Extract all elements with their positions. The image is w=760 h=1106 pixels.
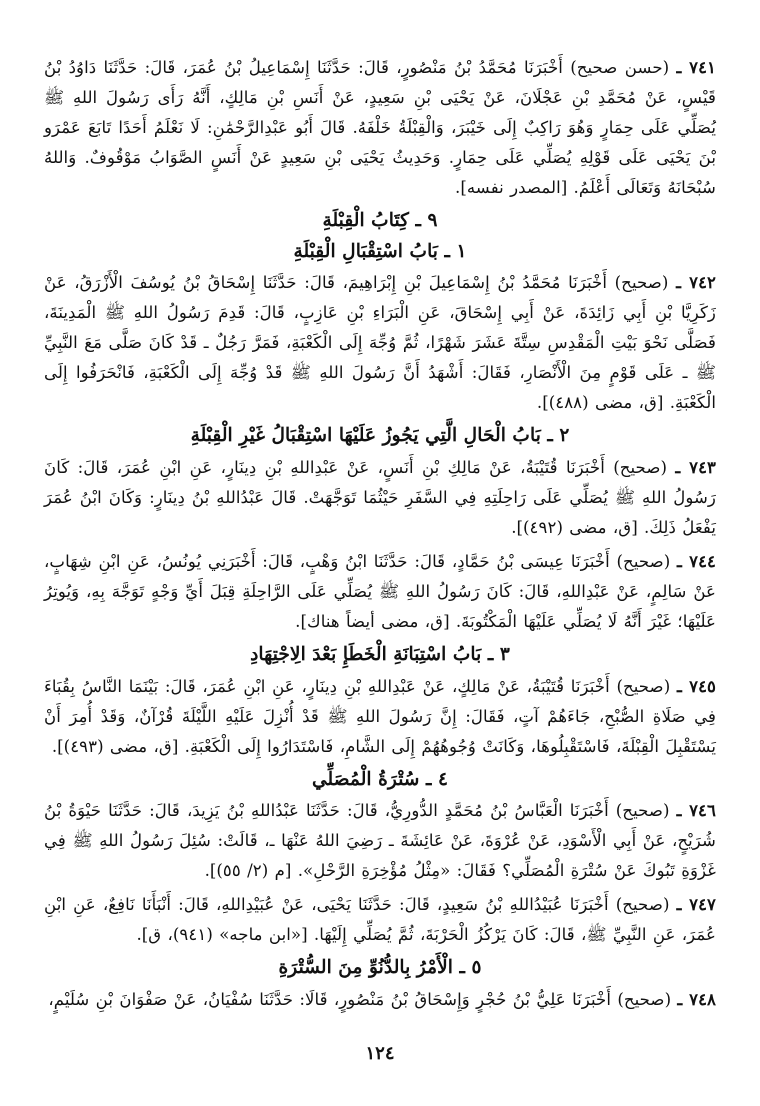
hadith-paragraph <box>44 795 716 885</box>
section-heading: ٥ ـ الْأَمْرُ بِالدُّنُوِّ مِنَ السُّتْرَةِ <box>278 956 482 979</box>
hadith-grade: (صحيح) <box>614 272 669 293</box>
section-heading: ٢ ـ بَابُ الْحَالِ الَّتِي يَجُوزُ عَلَيْهَا اسْتِقْبَالُ غَيْرِ الْقِبْلَةِ <box>190 424 570 447</box>
hadith-text: أَخْبَرَنَا قُتَيْبَةُ، عَنْ مَالِكٍ، عَنْ عَبْدِاللهِ بْنِ دِينَارٍ، عَنِ ابْنِ عُمَرَ، قَالَ: بَيْنَمَا النَّاسُ بِقُبَاءَ فِي صَلَاةِ الصُّبْحِ، جَاءَهُمْ آتٍ، فَقَالَ: إِنَّ رَسُولَ اللهِ ﷺ قَدْ أُنْزِلَ عَلَيْهِ اللَّيْلَةَ قُرْآنٌ، وَقَدْ أُمِرَ أَنْ يَسْتَقْبِلَ الْقِبْلَةَ، فَاسْتَقْبِلُوهَا، وَكَانَتْ وُجُوهُهُمْ إِلَى الشَّامِ، فَاسْتَدَارُوا إِلَى الْكَعْبَةِ. [ق، مضى (٤٩٣)]. <box>44 675 716 756</box>
hadith-number: ٧٤٤ ـ <box>677 550 716 571</box>
hadith-paragraph <box>44 267 716 417</box>
hadith-grade: (صحيح) <box>615 894 670 915</box>
section-heading: ٣ ـ بَابُ اسْتِبَانَةِ الْخَطَإِ بَعْدَ الِاجْتِهَادِ <box>250 643 510 666</box>
hadith-paragraph <box>44 452 716 542</box>
hadith-paragraph <box>44 52 716 202</box>
hadith-number: ٧٤٨ ـ <box>677 988 716 1009</box>
hadith-grade: (صحيح) <box>613 456 668 477</box>
page-content <box>44 52 716 1014</box>
hadith-grade: (حسن صحيح) <box>570 57 670 77</box>
section-heading: ١ ـ بَابُ اسْتِقْبَالِ الْقِبْلَةِ <box>293 239 467 262</box>
hadith-grade: (صحيح) <box>616 550 671 571</box>
hadith-text: أَخْبَرَنَا عِيسَى بْنُ حَمَّادٍ، قَالَ: حَدَّثَنَا ابْنُ وَهْبٍ، قَالَ: أَخْبَرَنِي يُونُسُ، عَنِ ابْنِ شِهَابٍ، عَنْ سَالِمٍ، عَنْ عَبْدِاللهِ، قَالَ: كَانَ رَسُولُ اللهِ ﷺ يُصَلِّي عَلَى الرَّاحِلَةِ قِبَلَ أَيِّ وَجْهٍ تَوَجَّهَ بِهِ، وَيُوتِرُ عَلَيْهَا؛ غَيْرَ أَنَّهُ لَا يُصَلِّي عَلَيْهَا الْمَكْتُوبَةَ. [ق، مضى أيضاً هناك]. <box>44 550 716 632</box>
hadith-text: أَخْبَرَنَا عُبَيْدُاللهِ بْنُ سَعِيدٍ، قَالَ: حَدَّثَنَا يَحْيَى، عَنْ عُبَيْدِاللهِ، قَالَ: أَنْبَأَنَا نَافِعٌ، عَنِ ابْنِ عُمَرَ، عَنِ النَّبِيِّ ﷺ، قَالَ: كَانَ يَرْكُزُ الْحَرْبَةَ، ثُمَّ يُصَلِّي إِلَيْهَا. [«ابن ماجه» (٩٤١)، ق]. <box>44 894 716 945</box>
hadith-text: أَخْبَرَنَا قُتَيْبَةُ، عَنْ مَالِكِ بْنِ أَنَسٍ، عَنْ عَبْدِاللهِ بْنِ دِينَارٍ، عَنِ ابْنِ عُمَرَ، قَالَ: كَانَ رَسُولُ اللهِ ﷺ يُصَلِّي عَلَى رَاحِلَتِهِ فِي السَّفَرِ حَيْثُمَا تَوَجَّهَتْ. قَالَ عَبْدُاللهِ بْنُ دِينَارٍ: وَكَانَ ابْنُ عُمَرَ يَفْعَلُ ذَلِكَ. [ق، مضى (٤٩٢)]. <box>44 456 716 537</box>
hadith-text: أَخْبَرَنَا مُحَمَّدُ بْنُ إِسْمَاعِيلَ بْنِ إِبْرَاهِيمَ، قَالَ: حَدَّثَنَا إِسْحَاقُ بْنُ يُوسُفَ الْأَزْرَقُ، عَنْ زَكَرِيَّا بْنِ أَبِي زَائِدَةَ، عَنْ أَبِي إِسْحَاقَ، عَنِ الْبَرَاءِ بْنِ عَازِبٍ، قَالَ: قَدِمَ رَسُولُ اللهِ ﷺ الْمَدِينَةَ، فَصَلَّى نَحْوَ بَيْتِ الْمَقْدِسِ سِتَّةَ عَشَرَ شَهْرًا، ثُمَّ وُجِّهَ إِلَى الْكَعْبَةِ، فَمَرَّ رَجُلٌ ـ قَدْ كَانَ صَلَّى مَعَ النَّبِيِّ ﷺ ـ عَلَى قَوْمٍ مِنَ الْأَنْصَارِ، فَقَالَ: أَشْهَدُ أَنَّ رَسُولَ اللهِ ﷺ قَدْ وُجِّهَ إِلَى الْكَعْبَةِ، فَانْحَرَفُوا إِلَى الْكَعْبَةِ. [ق، مضى (٤٨٨)]. <box>44 272 716 413</box>
hadith-number: ٧٤١ ـ <box>676 57 716 77</box>
hadith-text: أَخْبَرَنَا مُحَمَّدُ بْنُ مَنْصُورٍ، قَالَ: حَدَّثَنَا إِسْمَاعِيلُ بْنُ عُمَرَ، قَالَ: حَدَّثَنَا دَاوُدُ بْنُ قَيْسٍ، عَنْ مُحَمَّدِ بْنِ عَجْلَانَ، عَنْ يَحْيَى بْنِ سَعِيدٍ، عَنْ أَنَسِ بْنِ مَالِكٍ، أَنَّهُ رَأَى رَسُولَ اللهِ ﷺ يُصَلِّي عَلَى حِمَارٍ وَهُوَ رَاكِبٌ إِلَى خَيْبَرَ، وَالْقِبْلَةُ خَلْفَهُ. قَالَ أَبُو عَبْدِالرَّحْمَٰنِ: لَا نَعْلَمُ أَحَدًا تَابَعَ عَمْرَو بْنَ يَحْيَى عَلَى قَوْلِهِ يُصَلِّي عَلَى حِمَارٍ. وَحَدِيثُ يَحْيَى بْنِ سَعِيدٍ عَنْ أَنَسٍ الصَّوَابُ مَوْقُوفٌ. وَاللهُ سُبْحَانَهُ وَتَعَالَى أَعْلَمُ. [المصدر نفسه]. <box>44 57 716 198</box>
page-number: ١٢٤ <box>365 1043 395 1064</box>
hadith-text: أَخْبَرَنَا عَلِيُّ بْنُ حُجْرٍ وَإِسْحَاقُ بْنُ مَنْصُورٍ، قَالَا: حَدَّثَنَا سُفْيَانُ، عَنْ صَفْوَانَ بْنِ سُلَيْمٍ، <box>48 988 611 1009</box>
hadith-number: ٧٤٢ ـ <box>676 272 716 293</box>
hadith-number: ٧٤٥ ـ <box>676 675 716 696</box>
hadith-paragraph <box>44 889 716 949</box>
hadith-number: ٧٤٣ ـ <box>675 456 717 477</box>
hadith-grade: (صحيح) <box>615 800 670 821</box>
hadith-grade: (صحيح) <box>617 988 672 1009</box>
hadith-text: أَخْبَرَنَا الْعَبَّاسُ بْنُ مُحَمَّدٍ الدُّورِيُّ، قَالَ: حَدَّثَنَا عَبْدُاللهِ بْنُ يَزِيدَ، قَالَ: حَدَّثَنَا حَيْوَةُ بْنُ شُرَيْحٍ، عَنْ أَبِي الْأَسْوَدِ، عَنْ عُرْوَةَ، عَنْ عَائِشَةَ ـ رَضِيَ اللهُ عَنْهَا ـ، قَالَتْ: سُئِلَ رَسُولُ اللهِ ﷺ فِي غَزْوَةِ تَبُوكَ عَنْ سُتْرَةِ الْمُصَلِّي؟ فَقَالَ: «مِثْلُ مُؤْخِرَةِ الرَّحْلِ». [م (٢/ ٥٥)]. <box>44 800 716 881</box>
hadith-paragraph <box>44 671 716 761</box>
hadith-paragraph <box>44 546 716 636</box>
hadith-number: ٧٤٦ ـ <box>676 800 716 821</box>
hadith-number: ٧٤٧ ـ <box>676 894 716 915</box>
section-heading: ٤ ـ سُتْرَةُ الْمُصَلِّي <box>311 767 449 790</box>
section-heading: ٩ ـ كِتَابُ الْقِبْلَةِ <box>322 209 438 232</box>
hadith-grade: (صحيح) <box>616 675 671 696</box>
hadith-paragraph <box>44 984 716 1014</box>
